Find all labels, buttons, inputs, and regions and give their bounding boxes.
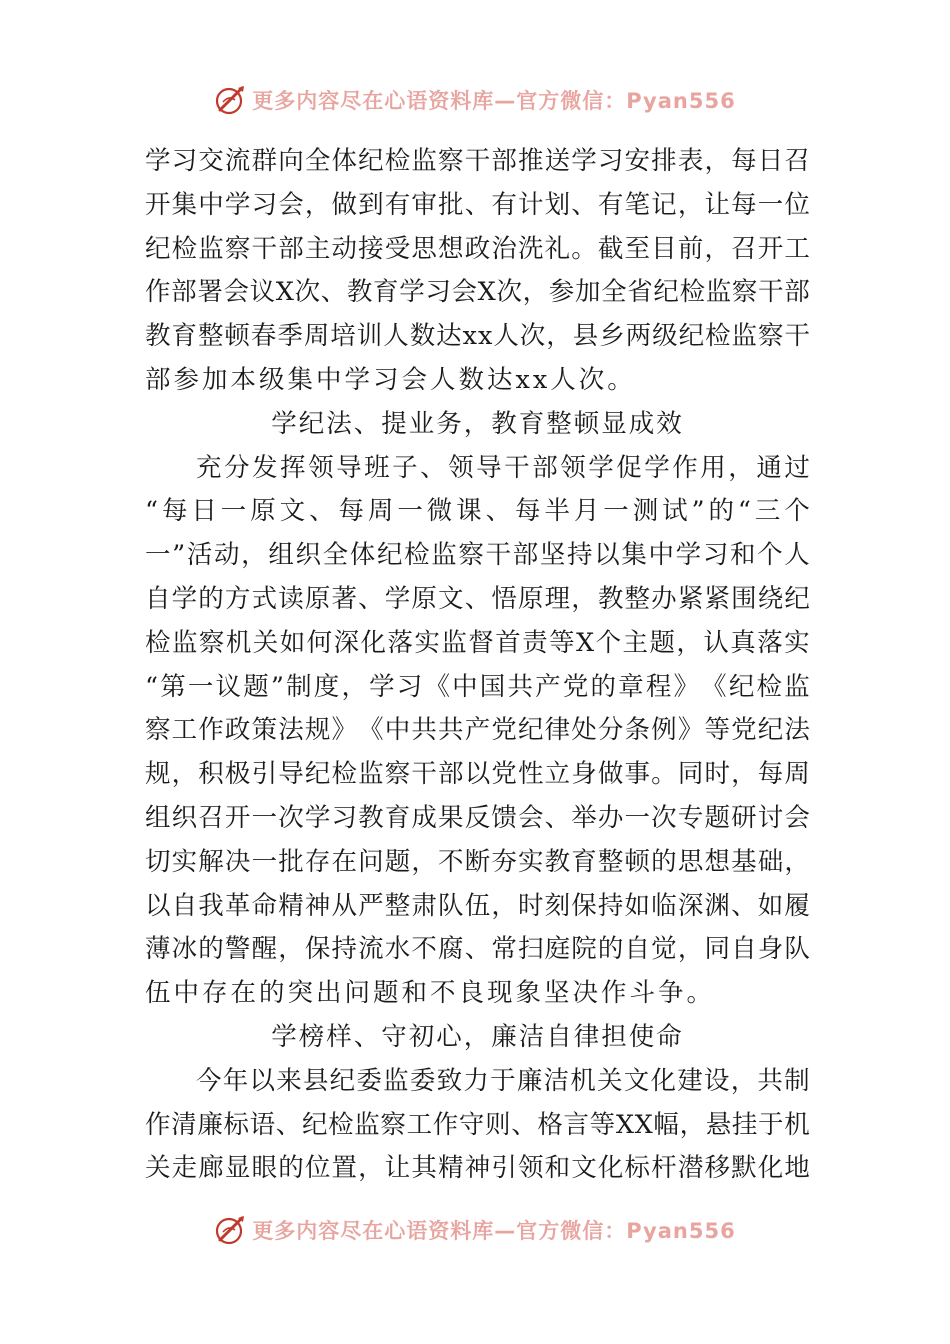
- footer-watermark-banner: [0, 1210, 950, 1250]
- text-line: 学 习 交 流 群 向 全 体 纪 检 监 察 干 部 推 送 学 习 安 排 表 ， 每 日 召: [145, 146, 810, 176]
- text-line: 今 年 以 来 县 纪 委 监 委 致 力 于 廉 洁 机 关 文 化 建 设 ， 共 制: [196, 1065, 810, 1096]
- text-line: 检 监 察 机 关 如 何 深 化 落 实 监 督 首 责 等 X 个 主 题 ， 认 真 落 实: [145, 627, 810, 658]
- text-line: 部参加本级集中学习会人数达xx人次。: [145, 364, 636, 395]
- text-line: 自 学 的 方 式 读 原 著 、 学 原 文 、 悟 原 理 ， 教 整 办 紧 紧 围 绕 纪: [145, 583, 810, 614]
- text-line: 组 织 召 开 一 次 学 习 教 育 成 果 反 馈 会 、 举 办 一 次 专 题 研 讨 会: [145, 802, 810, 833]
- text-line: 规 ， 积 极 引 导 纪 检 监 察 干 部 以 党 性 立 身 做 事 。 同 时 ， 每 周: [145, 759, 810, 790]
- section-heading: 学榜样、守初心，廉洁自律担使命: [271, 1021, 684, 1052]
- text-line: 一 ” 活 动 ， 组 织 全 体 纪 检 监 察 干 部 坚 持 以 集 中 学 习 和 个 人: [145, 540, 810, 571]
- pen-logo-icon: [214, 1213, 248, 1247]
- header-watermark-banner: [0, 80, 950, 120]
- text-line: 作 部 署 会 议 X 次 、 教 育 学 习 会 X 次 ， 参 加 全 省 纪 检 监 察 干 部: [145, 277, 810, 308]
- document-body: [145, 140, 810, 1191]
- text-line: 切 实 解 决 一 批 存 在 问 题 ， 不 断 夯 实 教 育 整 顿 的 思 想 基 础 ，: [145, 846, 810, 877]
- text-line: 充 分 发 挥 领 导 班 子 、 领 导 干 部 领 学 促 学 作 用 ， 通 过: [196, 452, 810, 483]
- text-line: 开 集 中 学 习 会 ， 做 到 有 审 批 、 有 计 划 、 有 笔 记 ， 让 每 一 位: [145, 189, 810, 220]
- pen-logo-icon: [214, 83, 248, 117]
- text-line: “ 第 一 议 题 ” 制 度 ， 学 习 《 中 国 共 产 党 的 章 程 》 《 纪 检 监: [145, 671, 810, 702]
- text-line: 纪 检 监 察 干 部 主 动 接 受 思 想 政 治 洗 礼 。 截 至 目 前 ， 召 开 工: [145, 233, 810, 264]
- text-line: 关 走 廊 显 眼 的 位 置 ， 让 其 精 神 引 领 和 文 化 标 杆 潜 移 默 化 地: [145, 1153, 810, 1184]
- section-heading: 学纪法、提业务，教育整顿显成效: [271, 408, 684, 439]
- text-line: 教 育 整 顿 春 季 周 培 训 人 数 达 x x 人 次 ， 县 乡 两 级 纪 检 监 察 干: [145, 321, 810, 352]
- text-line: “ 每 日 一 原 文 、 每 周 一 微 课 、 每 半 月 一 测 试 ” 的 “ 三 个: [145, 496, 810, 527]
- text-line: 作 清 廉 标 语 、 纪 检 监 察 工 作 守 则 、 格 言 等 X X 幅 ， 悬 挂 于 机: [145, 1109, 810, 1140]
- watermark-text: 更多内容尽在心语资料库—官方微信：Pyan556: [252, 89, 736, 113]
- text-line: 伍中存在的突出问题和不良现象坚决作斗争。: [145, 978, 716, 1009]
- text-line: 以 自 我 革 命 精 神 从 严 整 肃 队 伍 ， 时 刻 保 持 如 临 深 渊 、 如 履: [145, 890, 810, 921]
- text-line: 薄 冰 的 警 醒 ， 保 持 流 水 不 腐 、 常 扫 庭 院 的 自 觉 ， 同 自 身 队: [145, 934, 810, 965]
- text-line: 察 工 作 政 策 法 规 》 《 中 共 共 产 党 纪 律 处 分 条 例 》 等 党 纪 法: [145, 715, 810, 746]
- watermark-text: 更多内容尽在心语资料库—官方微信：Pyan556: [252, 1219, 736, 1243]
